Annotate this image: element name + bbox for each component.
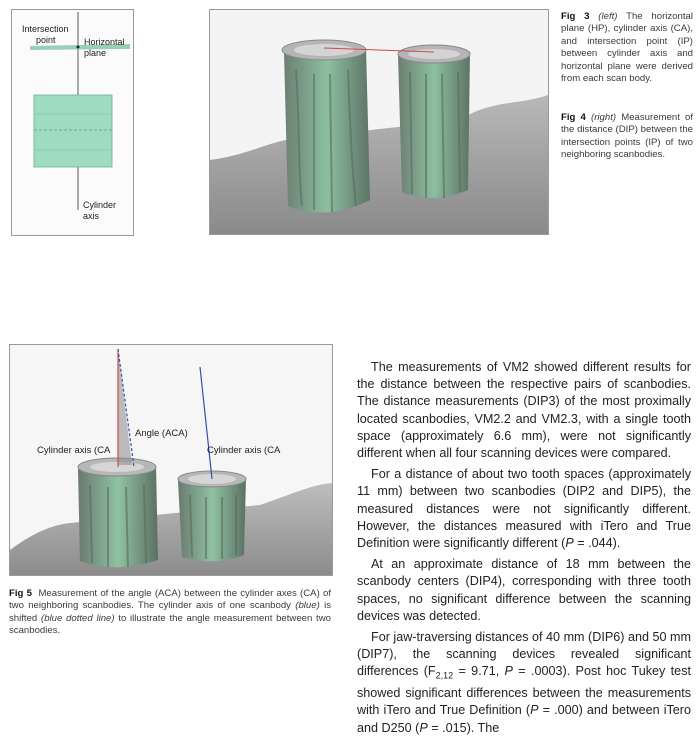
fig5-scanbody-right <box>178 471 246 561</box>
body-p4-text-a: For jaw-traversing distances of 40 mm (DIP6) and 50 mm (DIP7), the scanning devices revealed significant differences (F <box>357 630 691 679</box>
fig5-label-axis-right: Cylinder axis (CA <box>207 445 281 456</box>
fig3-caption-label: Fig 3 <box>561 11 590 22</box>
body-paragraph-1: The measurements of VM2 showed different results for the distance between the respective pairs of scanbodies. The distance measurements (DIP3) of the most proximally located scanbodies, VM2.2 and VM2.3, with a single tooth space (approximately 6.6 mm), were not significantly different when all four scanning devices were compared. <box>357 360 691 461</box>
body-p2-text-b: = .044). <box>573 536 621 551</box>
body-p4-text-c: = .0003). Post hoc Tukey test showed significant differences between the measurements with iTero and True Definition ( <box>357 664 691 718</box>
fig5-caption-part1: Measurement of the angle (ACA) between the cylinder axes (CA) of two neighboring scanbodies. The cylinder axis of one scanbody <box>9 588 331 612</box>
body-p4-text-d: = .000) and between iTero and D250 ( <box>357 703 691 735</box>
body-paragraph-3: At an approximate distance of 18 mm between the scanbody centers (DIP4), corresponding with three tooth spaces, no significant difference between the scanning devices was detected. <box>357 557 691 623</box>
fig5-label-angle: Angle (ACA) <box>135 428 188 439</box>
fig3-panel <box>11 9 134 236</box>
fig5-gingiva <box>10 483 332 575</box>
fig3-caption-text: The horizontal plane (HP), cylinder axis (CA), and intersection point (IP) between cylinder axis and horizontal plane were derived from each scan body. <box>561 11 694 85</box>
fig5-caption-label: Fig 5 <box>9 588 32 599</box>
fig4-caption-qualifier: (right) <box>591 112 617 123</box>
fig5-caption-blue: (blue) <box>295 600 320 612</box>
fig5-axis-blue <box>200 367 212 479</box>
body-p4-sub: 2,12 <box>435 670 454 681</box>
fig3-cylinder <box>34 95 112 167</box>
fig5-caption-blue-dotted: (blue dotted line) <box>41 612 115 624</box>
body-p4-text-b: = 9.71, <box>453 664 505 679</box>
fig3-caption <box>561 11 693 85</box>
fig5-illustration <box>10 345 332 575</box>
fig3-caption-qualifier: (left) <box>598 11 618 22</box>
fig3-label-cylinder: Cylinder axis <box>83 200 117 221</box>
fig5-caption <box>9 588 331 638</box>
fig5-caption-part3: to illustrate the angle measurement between two scanbodies. <box>9 612 331 637</box>
fig4-caption <box>561 112 693 162</box>
fig5-caption-part2: is shifted <box>9 600 332 624</box>
body-text-column <box>357 359 691 741</box>
body-paragraph-2 <box>357 466 691 552</box>
body-p2-p: P <box>565 536 574 551</box>
fig5-label-axis-left: Cylinder axis (CA <box>37 445 111 456</box>
fig4-caption-text: Measurement of the distance (DIP) between the intersection points (IP) of two neighboring scanbodies. <box>561 112 693 161</box>
body-p4-p: P <box>504 664 513 679</box>
body-p4-p2: P <box>530 703 539 718</box>
fig4-gingiva <box>210 95 548 234</box>
fig3-label-horizontal: Horizontal plane <box>84 37 125 58</box>
fig5-scanbody-left <box>78 458 158 567</box>
body-paragraph-4 <box>357 629 691 737</box>
body-p2-text-a: For a distance of about two tooth spaces (approximately 11 mm) between two scanbodies (DIP2 and DIP5), the measured distances were not significantly different. However, the distances measured with iTero and True Definition were significantly different ( <box>357 467 691 551</box>
fig4-scanbody-right <box>398 45 470 198</box>
body-p4-p3: P <box>419 720 428 735</box>
fig3-label-intersection: Intersection point <box>22 24 69 45</box>
fig3-intersection-point <box>77 46 80 49</box>
fig4-caption-label: Fig 4 <box>561 112 586 123</box>
fig4-scanbody-left <box>282 40 370 213</box>
fig4-illustration <box>210 10 548 234</box>
fig5-panel <box>9 344 333 576</box>
fig4-panel <box>209 9 549 235</box>
body-p4-text-e: = .015). The <box>427 720 500 735</box>
